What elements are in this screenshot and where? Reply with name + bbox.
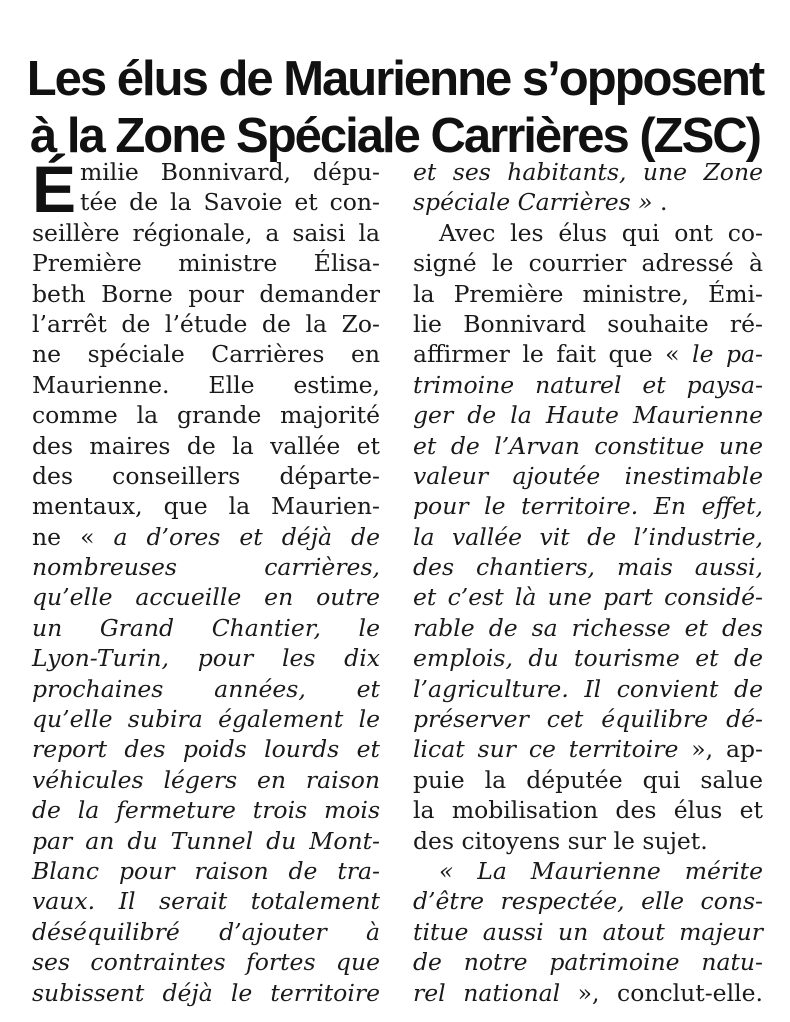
text-line: déséquilibré d’ajouter à — [32, 917, 380, 946]
text-line: licat sur ce territoire », ap- — [413, 735, 763, 764]
text-line: des chantiers, mais aussi, — [413, 553, 763, 582]
text-line: préserver cet équilibre dé- — [413, 705, 763, 734]
text-line: des citoyens sur le sujet. — [413, 826, 708, 855]
text-line: de notre patrimoine natu- — [413, 948, 763, 977]
text-line: et de l’Arvan constitue une — [413, 431, 763, 460]
text-line: « La Maurienne mérite — [439, 856, 763, 885]
text-line: mentaux, que la Maurien- — [32, 492, 380, 521]
text-line: Blanc pour raison de tra- — [32, 856, 380, 885]
text-line: puie la députée qui salue — [413, 765, 763, 794]
text-line: vaux. Il serait totalement — [32, 887, 380, 916]
text-line: la Première ministre, Émi- — [413, 279, 763, 308]
text-line: lie Bonnivard souhaite ré- — [413, 309, 763, 338]
text-line: véhicules légers en raison — [32, 765, 380, 794]
text-line: comme la grande majorité — [32, 401, 380, 430]
article-column-left — [32, 152, 380, 1008]
text-line: prochaines années, et — [32, 674, 380, 703]
headline-line-2: à la Zone Spéciale Carrières (ZSC) — [30, 108, 760, 163]
text-line: qu’elle subira également le — [32, 705, 380, 734]
article-column-right — [413, 157, 763, 1008]
text-line: ses contraintes fortes que — [32, 948, 380, 977]
text-line: titue aussi un atout majeur — [413, 917, 763, 946]
text-line: un Grand Chantier, le — [32, 613, 380, 642]
text-line: Avec les élus qui ont co- — [439, 218, 763, 247]
text-line: Lyon-Turin, pour les dix — [32, 644, 380, 673]
text-line: Maurienne. Elle estime, — [32, 370, 380, 399]
text-line: ne « a d’ores et déjà de — [32, 522, 380, 551]
text-line: rel national », conclut-elle. — [413, 978, 763, 1007]
text-line: la vallée vit de l’industrie, — [413, 522, 763, 551]
text-line: des maires de la vallée et — [32, 431, 380, 460]
text-line: valeur ajoutée inestimable — [413, 461, 763, 490]
text-line: ne spéciale Carrières en — [32, 340, 380, 369]
text-line: seillère régionale, a saisi la — [32, 218, 380, 247]
text-line: beth Borne pour demander — [32, 279, 380, 308]
text-line: l’agriculture. Il convient de — [413, 674, 763, 703]
text-line: l’arrêt de l’étude de la Zo- — [32, 309, 380, 338]
text-line: milie Bonnivard, dépu- — [80, 158, 380, 186]
text-line: et ses habitants, une Zone — [413, 158, 763, 186]
text-line: report des poids lourds et — [32, 735, 380, 764]
drop-cap: É — [32, 152, 77, 226]
headline-line-1: Les élus de Maurienne s’opposent — [26, 51, 764, 106]
headline — [0, 51, 790, 165]
text-line: d’être respectée, elle cons- — [413, 887, 763, 916]
text-line: rable de sa richesse et des — [413, 613, 763, 642]
text-line: qu’elle accueille en outre — [32, 583, 380, 612]
text-line: spéciale Carrières » . — [413, 188, 668, 217]
text-line: subissent déjà le territoire — [32, 978, 380, 1007]
text-line: trimoine naturel et paysa- — [413, 370, 763, 399]
text-line: la mobilisation des élus et — [413, 796, 763, 825]
text-line: ger de la Haute Maurienne — [413, 401, 763, 430]
text-line: des conseillers départe- — [32, 461, 380, 490]
text-line: de la fermeture trois mois — [32, 796, 380, 825]
text-line: Première ministre Élisa- — [32, 249, 380, 278]
text-line: signé le courrier adressé à — [413, 249, 763, 278]
text-line: affirmer le fait que « le pa- — [413, 340, 763, 369]
text-line: tée de la Savoie et con- — [80, 188, 380, 217]
text-line: et c’est là une part considé- — [413, 583, 763, 612]
text-line: emplois, du tourisme et de — [413, 644, 763, 673]
text-line: nombreuses carrières, — [32, 553, 380, 582]
text-line: par an du Tunnel du Mont- — [32, 826, 380, 855]
text-line: pour le territoire. En effet, — [413, 492, 763, 521]
